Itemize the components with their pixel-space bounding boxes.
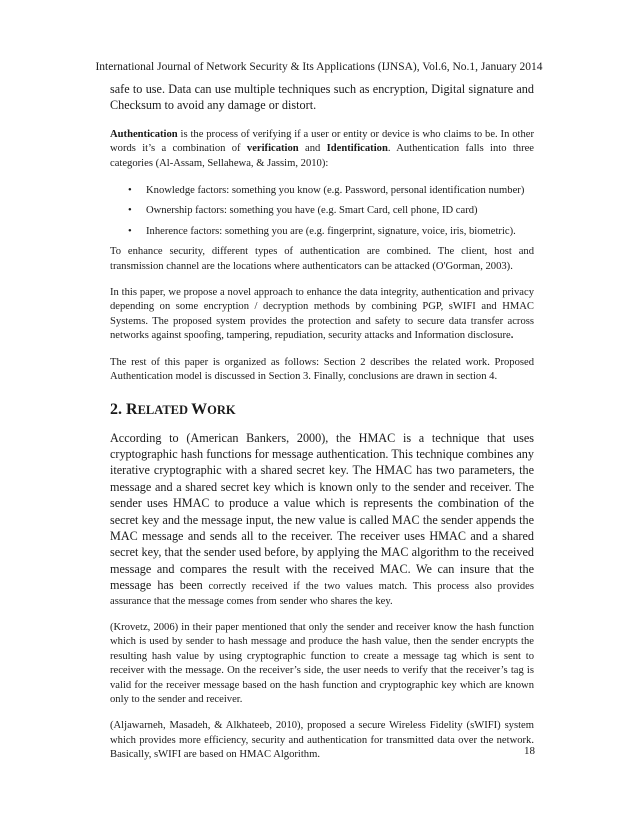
bullet-icon: •: [128, 205, 132, 217]
paragraph-intro-continued: safe to use. Data can use multiple techniques such as encryption, Digital signature and Checksum to avoid any damage or distort.: [110, 82, 534, 112]
paragraph-organization: The rest of this paper is organized as follows: Section 2 describes the related work. Proposed Authentication model is discussed in Section 3. Finally, conclusions are drawn in section 4.: [110, 356, 534, 383]
paragraph-security-combined: To enhance security, different types of authentication are combined. The client, host and transmission channel are the locations where authenticators can be attacked (O'Gorman, 2003).: [110, 246, 534, 272]
paragraph-hmac: [110, 431, 534, 609]
section-heading-related-work: [110, 401, 534, 419]
heading-smallcaps: ORK: [207, 402, 236, 417]
text-segment: . Authentication falls into three categories (Al-Assam, Sellahewa, & Jassim, 2010):: [110, 143, 535, 169]
paragraph-authentication: [110, 128, 534, 171]
list-item-text: Knowledge factors: something you know (e.g. Password, personal identification number): [146, 185, 525, 197]
list-item-text: Ownership factors: something you have (e.g. Smart Card, cell phone, ID card): [146, 205, 478, 217]
section-number: 2.: [110, 400, 126, 418]
text-segment: is the process of verifying if a user or entity or device is who claims to be. In other words it’s a combination of: [110, 128, 534, 155]
term-identification: Identification: [326, 143, 388, 155]
bullet-icon: •: [128, 225, 132, 237]
text-segment: and: [298, 143, 327, 155]
term-authentication: Authentication: [110, 128, 178, 140]
text-segment-small: correctly received if the two values match. This process also provides assurance that the message comes from sender who shares the key.: [110, 581, 534, 607]
list-item-text: Inherence factors: something you are (e.g. fingerprint, signature, voice, iris, biometric).: [146, 225, 516, 237]
text-segment: In this paper, we propose a novel approach to enhance the data integrity, authentication and privacy depending on some encryption / decryption methods by combining PGP, sWIFI and HMAC Systems. The proposed system provides the protection and safety to secure data transfer across networks against spoofing, tampering, repudiation, security attacks and Information disclosure: [110, 287, 534, 342]
body-content: [110, 82, 534, 763]
heading-letter: W: [191, 400, 208, 418]
heading-letter: R: [126, 400, 138, 418]
running-header: International Journal of Network Security & Its Applications (IJNSA), Vol.6, No.1, January 2014: [95, 61, 543, 73]
authentication-factors-list: [110, 184, 534, 239]
text-segment-large: According to (American Bankers, 2000), the HMAC is a technique that uses cryptographic hash functions for message authentication. This technique combines any iterative cryptographic with a shared secret key. The HMAC has two parameters, the message and a shared secret key which is known only to the sender and receiver. The sender uses HMAC to produce a value which is represents the combination of the secret key and the message input, the new value is called MAC the sender appends the MAC message and sends all to the receiver. The receiver uses HMAC and a shared secret key, that the sender used before, by applying the MAC algorithm to the received message and compares the result with the received MAC. We can insure that the message has been: [110, 430, 534, 593]
paragraph-krovetz: (Krovetz, 2006) in their paper mentioned that only the sender and receiver know the hash function which is used by sender to hash message and produce the hash value, then the sender encrypts the resulting hash value by using cryptographic function to create a message tag which is sent to receiver with the message. On the receiver’s side, the user needs to verify that the receiver’s tag is valid for the receiver message based on the hash function and cryptographic key which are known only to the sender and receiver.: [110, 621, 534, 705]
list-item: [110, 204, 534, 218]
paragraph-proposal: [110, 286, 534, 344]
term-verification: verification: [246, 143, 299, 155]
list-item: [110, 184, 534, 198]
heading-smallcaps: ELATED: [137, 402, 192, 417]
list-item: [110, 225, 534, 239]
bold-period: .: [510, 330, 514, 342]
bullet-icon: •: [128, 185, 132, 197]
paragraph-aljawarneh: (Aljawarneh, Masadeh, & Alkhateeb, 2010), proposed a secure Wireless Fidelity (sWIFI) system which provides more efficiency, security and authentication for transmitted data over the network. Basically, sWIFI are based on HMAC Algorithm.: [110, 720, 534, 761]
page-number: 18: [524, 745, 535, 757]
